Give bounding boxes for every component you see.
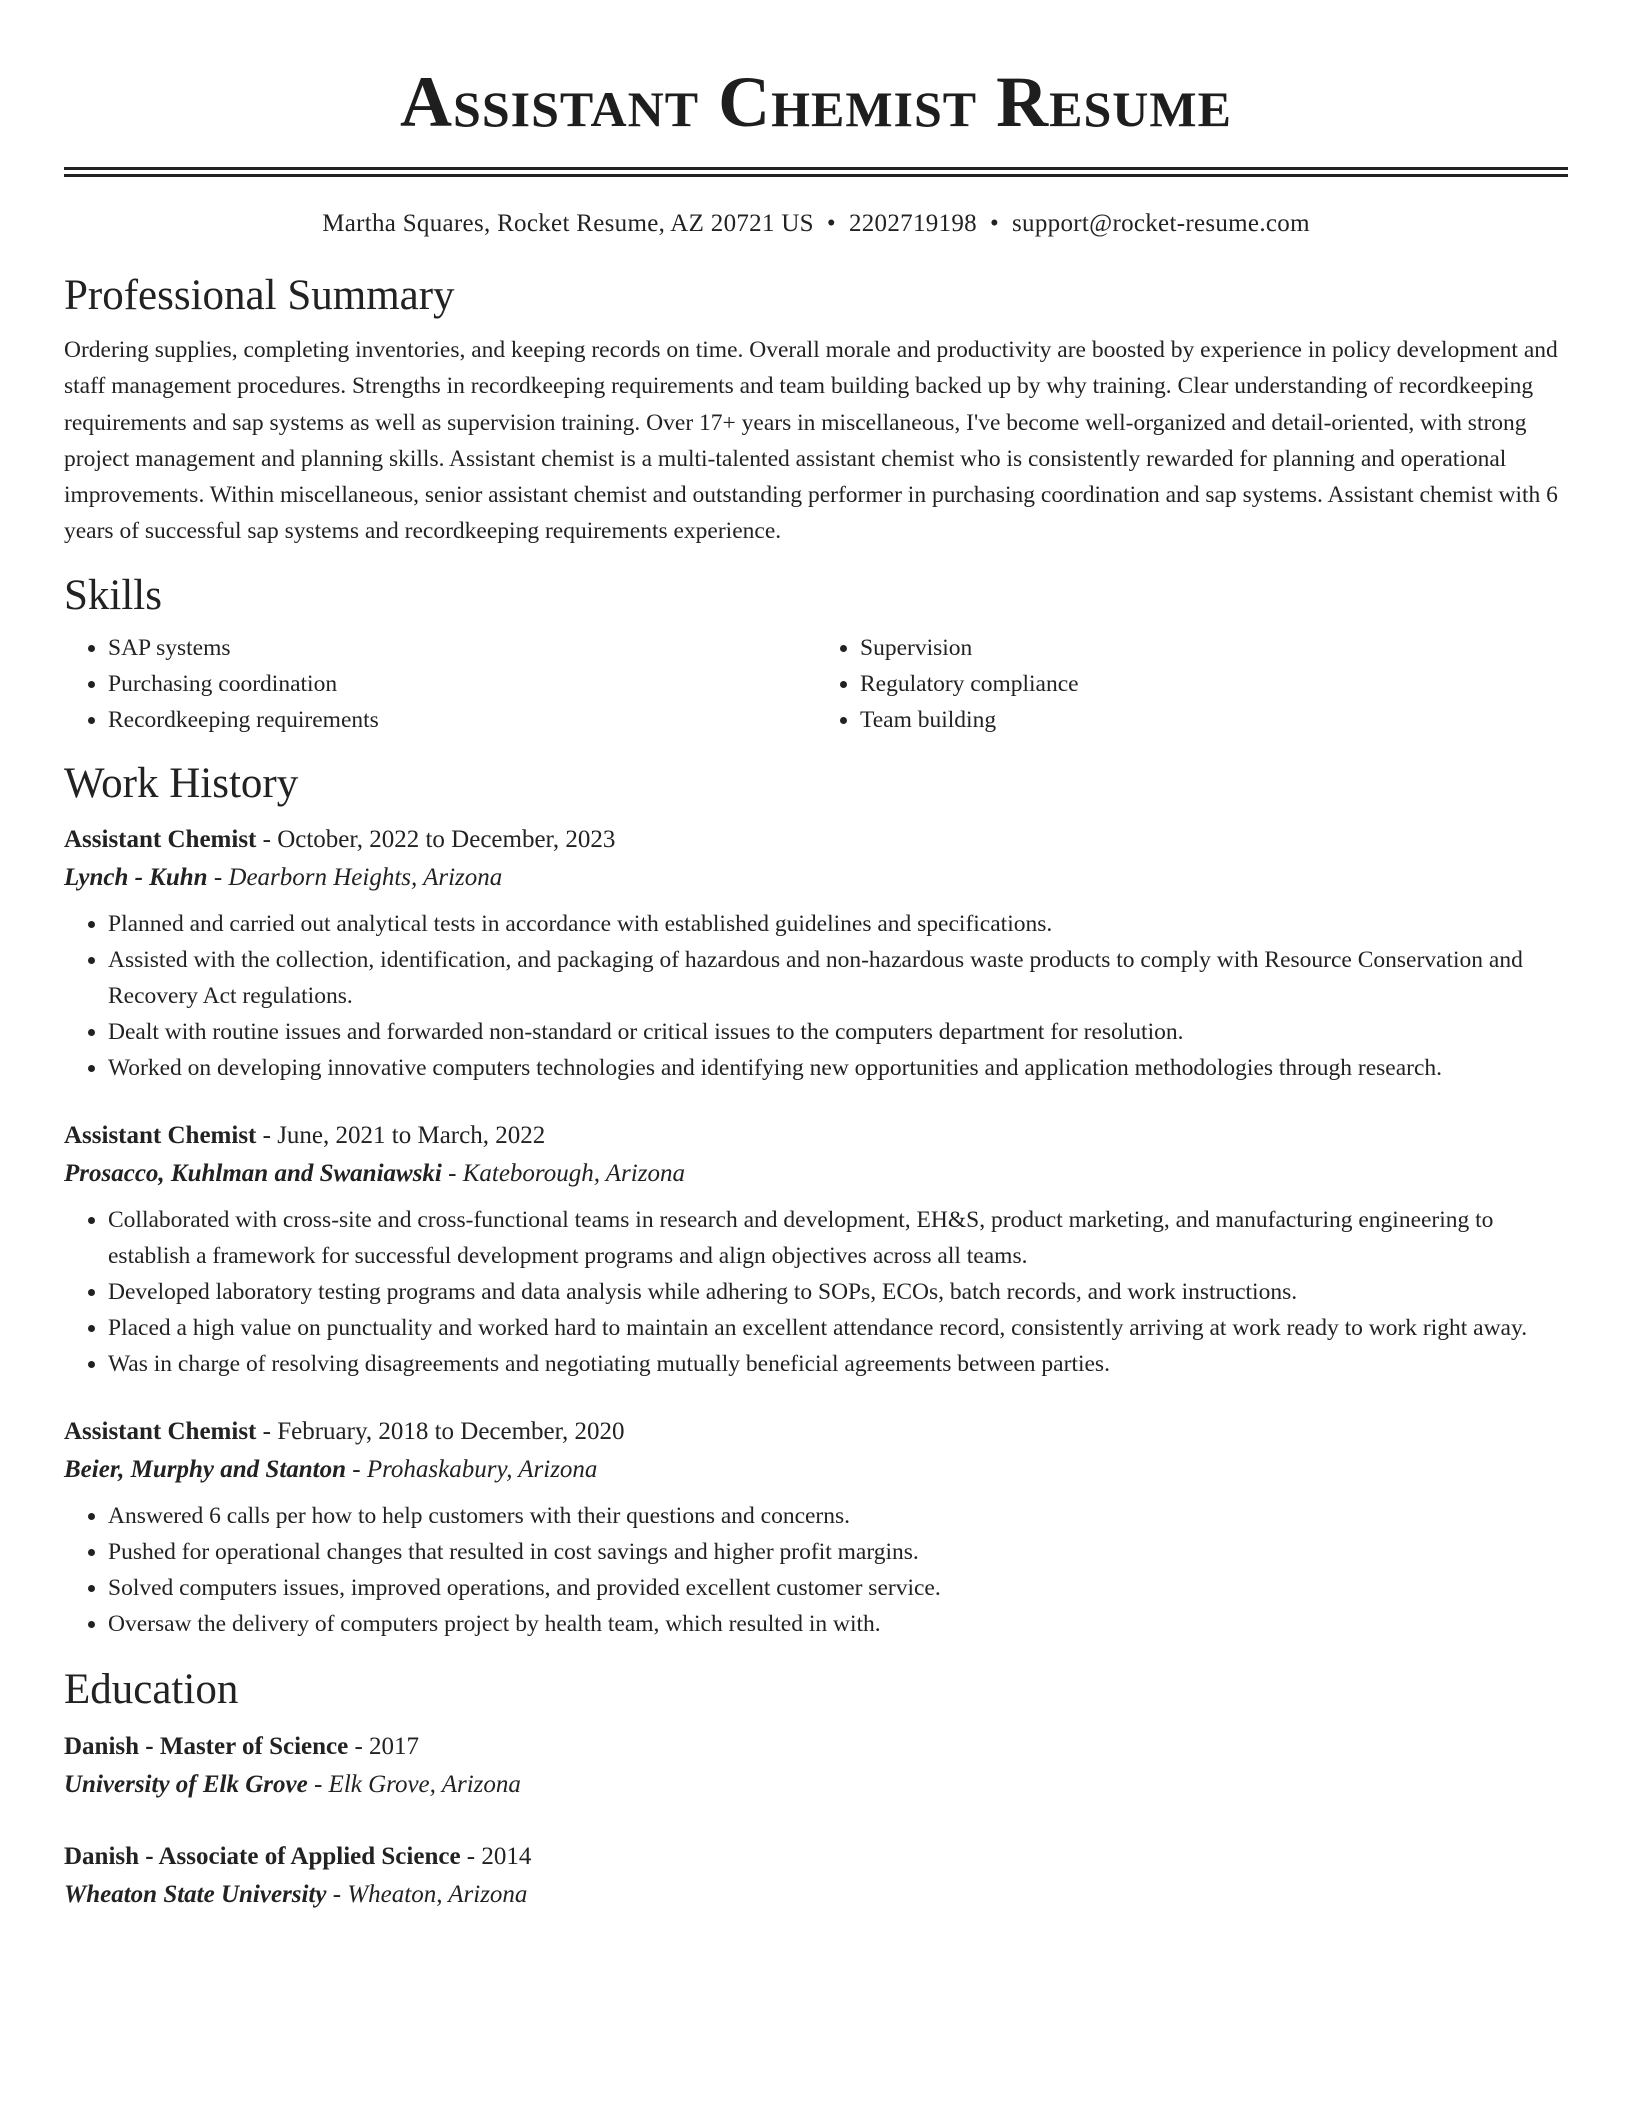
title-divider bbox=[64, 167, 1568, 170]
job-title: Assistant Chemist bbox=[64, 825, 257, 853]
job-dates: - October, 2022 to December, 2023 bbox=[256, 825, 616, 853]
job-company: Beier, Murphy and Stanton bbox=[64, 1455, 347, 1483]
education-degree-line bbox=[64, 1728, 1568, 1766]
skills-column-left bbox=[64, 630, 816, 738]
job-bullet: • Planned and carried out analytical tests in accordance with established guidelines and specifications. bbox=[108, 906, 1568, 942]
education-location: - Wheaton, Arizona bbox=[326, 1880, 528, 1908]
skill-item: • SAP systems bbox=[108, 630, 816, 666]
skill-item: • Team building bbox=[860, 702, 1568, 738]
skills-heading: Skills bbox=[64, 571, 162, 619]
job-bullet: • Dealt with routine issues and forwarded non-standard or critical issues to the computers department for resolution. bbox=[108, 1014, 1568, 1050]
education-year: - 2014 bbox=[460, 1842, 532, 1870]
page-title: Assistant Chemist Resume bbox=[400, 62, 1232, 142]
education-degree: Danish - Master of Science bbox=[64, 1732, 349, 1760]
job-bullet: • Assisted with the collection, identification, and packaging of hazardous and non-hazardous waste products to comply with Resource Conservation and Recovery Act regulations. bbox=[108, 942, 1568, 1014]
job-location: - Dearborn Heights, Arizona bbox=[207, 863, 503, 891]
education-school: Wheaton State University bbox=[64, 1880, 327, 1908]
skill-item: • Recordkeeping requirements bbox=[108, 702, 816, 738]
skill-item: • Supervision bbox=[860, 630, 1568, 666]
job-bullet: • Collaborated with cross-site and cross-functional teams in research and development, EH&S, product marketing, and manufacturing engineering to establish a framework for successful development programs and align objectives across all teams. bbox=[108, 1202, 1568, 1274]
job-bullet: • Oversaw the delivery of computers project by health team, which resulted in with. bbox=[108, 1606, 1568, 1642]
job-company-line bbox=[64, 858, 1568, 898]
contact-email: support@rocket-resume.com bbox=[1012, 210, 1310, 237]
skills-column-right bbox=[816, 630, 1568, 738]
job-bullet: • Placed a high value on punctuality and worked hard to maintain an excellent attendance record, consistently arriving at work ready to work right away. bbox=[108, 1310, 1568, 1346]
contact-line bbox=[64, 208, 1568, 240]
skill-item: • Purchasing coordination bbox=[108, 666, 816, 702]
job-dates: - February, 2018 to December, 2020 bbox=[256, 1417, 625, 1445]
job-bullets bbox=[64, 906, 1568, 1086]
contact-separator: • bbox=[989, 210, 1000, 237]
job-location: - Kateborough, Arizona bbox=[441, 1159, 685, 1187]
job-company: Lynch - Kuhn bbox=[64, 863, 208, 891]
job-header bbox=[64, 1118, 1568, 1154]
job-bullets bbox=[64, 1202, 1568, 1382]
work-history-heading: Work History bbox=[64, 759, 299, 807]
job-bullet: • Developed laboratory testing programs and data analysis while adhering to SOPs, ECOs, batch records, and work instructions. bbox=[108, 1274, 1568, 1310]
job-dates: - June, 2021 to March, 2022 bbox=[256, 1121, 546, 1149]
job-header bbox=[64, 822, 1568, 858]
job-company-line bbox=[64, 1450, 1568, 1490]
skills-list bbox=[64, 630, 1568, 738]
job-bullet: • Answered 6 calls per how to help customers with their questions and concerns. bbox=[108, 1498, 1568, 1534]
education-degree-line bbox=[64, 1838, 1568, 1876]
contact-separator: • bbox=[826, 210, 836, 237]
education-year: - 2017 bbox=[348, 1732, 420, 1760]
education-school-line bbox=[64, 1876, 1568, 1914]
job-company: Prosacco, Kuhlman and Swaniawski bbox=[64, 1159, 442, 1187]
education-location: - Elk Grove, Arizona bbox=[307, 1770, 521, 1798]
job-entry bbox=[64, 1414, 1568, 1642]
contact-address: Martha Squares, Rocket Resume, AZ 20721 US bbox=[322, 210, 814, 237]
job-title: Assistant Chemist bbox=[64, 1121, 257, 1149]
job-company-line bbox=[64, 1154, 1568, 1194]
summary-text: Ordering supplies, completing inventories, and keeping records on time. Overall morale and productivity are boosted by experience in policy development and staff management procedures. Strengths in recordkeeping requirements and team building backed up by why training. Clear understanding of recordkeeping requirements and sap systems as well as supervision training. Over 17+ years in miscellaneous, I've become well-organized and detail-oriented, with strong project management and planning skills. Assistant chemist is a multi-talented assistant chemist who is consistently rewarded for planning and operational improvements. Within miscellaneous, senior assistant chemist and outstanding performer in purchasing coordination and sap systems. Assistant chemist with 6 years of successful sap systems and recordkeeping requirements experience. bbox=[64, 337, 1558, 545]
job-header bbox=[64, 1414, 1568, 1450]
education-degree: Danish - Associate of Applied Science bbox=[64, 1842, 461, 1870]
education-school: University of Elk Grove bbox=[64, 1770, 308, 1798]
contact-phone: 2202719198 bbox=[848, 210, 977, 237]
education-heading: Education bbox=[64, 1665, 239, 1713]
summary-heading: Professional Summary bbox=[64, 272, 455, 319]
education-entry bbox=[64, 1838, 1568, 1914]
job-bullet: • Pushed for operational changes that resulted in cost savings and higher profit margins. bbox=[108, 1534, 1568, 1570]
job-bullet: • Was in charge of resolving disagreements and negotiating mutually beneficial agreements between parties. bbox=[108, 1346, 1568, 1382]
job-bullet: • Solved computers issues, improved operations, and provided excellent customer service. bbox=[108, 1570, 1568, 1606]
education-school-line bbox=[64, 1766, 1568, 1804]
education-entry bbox=[64, 1728, 1568, 1804]
job-location: - Prohaskabury, Arizona bbox=[346, 1455, 598, 1483]
job-entry bbox=[64, 1118, 1568, 1382]
job-title: Assistant Chemist bbox=[64, 1417, 257, 1445]
skill-item: • Regulatory compliance bbox=[860, 666, 1568, 702]
job-bullet: • Worked on developing innovative computers technologies and identifying new opportunities and application methodologies through research. bbox=[108, 1050, 1568, 1086]
job-entry bbox=[64, 822, 1568, 1086]
job-bullets bbox=[64, 1498, 1568, 1642]
